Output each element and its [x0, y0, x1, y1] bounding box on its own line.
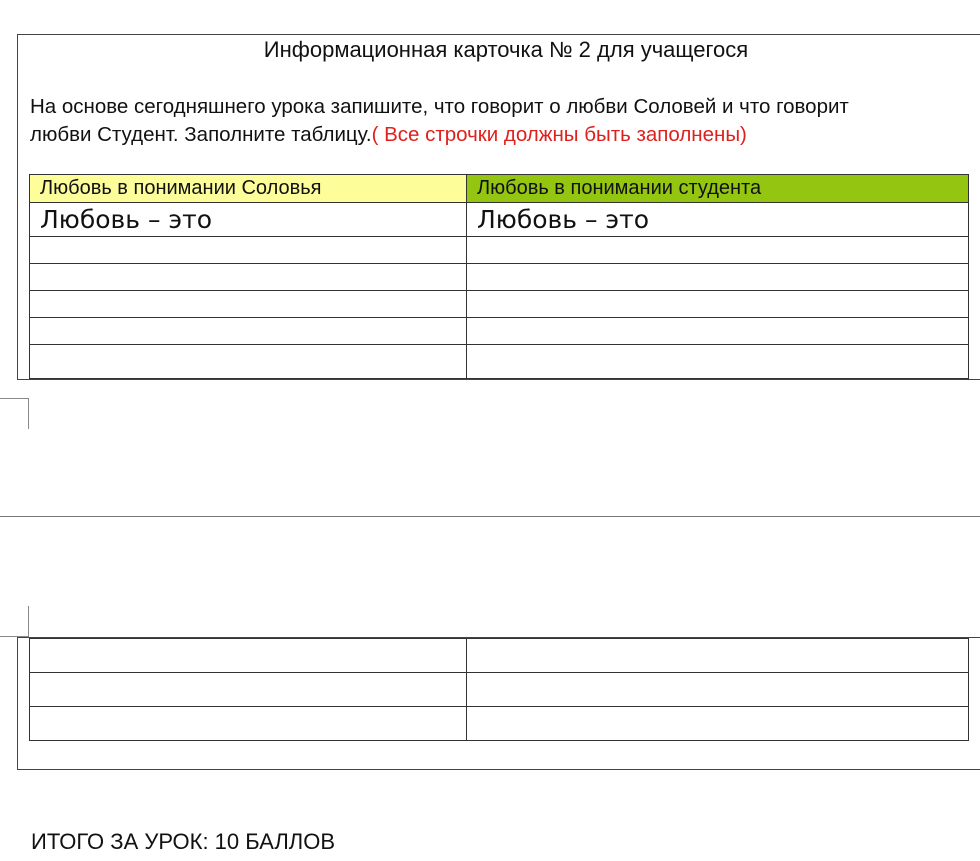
table-row — [30, 707, 969, 741]
nightingale-cell[interactable]: Любовь – это — [30, 203, 467, 237]
instruction-line-2-text: любви Студент. Заполните таблицу. — [30, 123, 372, 146]
student-cell[interactable] — [467, 707, 969, 741]
student-cell[interactable] — [467, 264, 969, 291]
table-row — [30, 318, 969, 345]
student-cell[interactable] — [467, 318, 969, 345]
instruction-text — [30, 93, 980, 149]
nightingale-cell[interactable] — [30, 318, 467, 345]
table-row — [30, 237, 969, 264]
love-comparison-table — [29, 174, 969, 379]
table-row — [30, 345, 969, 379]
student-cell[interactable]: Любовь – это — [467, 203, 969, 237]
page-corner-mark — [0, 606, 29, 637]
instruction-line-2 — [30, 121, 980, 149]
nightingale-cell[interactable] — [30, 264, 467, 291]
instruction-line-1: На основе сегодняшнего урока запишите, что говорит о любви Соловей и что говорит — [30, 95, 849, 118]
table-row — [30, 264, 969, 291]
nightingale-cell[interactable] — [30, 291, 467, 318]
header-student: Любовь в понимании студента — [467, 175, 969, 203]
table-header-row — [30, 175, 969, 203]
instruction-requirement: ( Все строчки должны быть заполнены) — [371, 123, 747, 146]
table-row — [30, 291, 969, 318]
header-nightingale: Любовь в понимании Соловья — [30, 175, 467, 203]
student-cell[interactable] — [467, 237, 969, 264]
card-title: Информационная карточка № 2 для учащегося — [263, 37, 749, 62]
table-row — [30, 203, 969, 237]
nightingale-cell[interactable] — [30, 639, 467, 673]
nightingale-cell[interactable] — [30, 707, 467, 741]
student-cell[interactable] — [467, 345, 969, 379]
nightingale-cell[interactable] — [30, 345, 467, 379]
page-break-line — [0, 516, 980, 517]
student-cell[interactable] — [467, 639, 969, 673]
page-corner-mark — [0, 398, 29, 429]
student-cell[interactable] — [467, 291, 969, 318]
nightingale-cell[interactable] — [30, 673, 467, 707]
lesson-total: ИТОГО ЗА УРОК: 10 БАЛЛОВ — [31, 829, 336, 854]
table-row — [30, 639, 969, 673]
love-comparison-table-continued — [29, 638, 969, 741]
table-row — [30, 673, 969, 707]
student-cell[interactable] — [467, 673, 969, 707]
nightingale-cell[interactable] — [30, 237, 467, 264]
